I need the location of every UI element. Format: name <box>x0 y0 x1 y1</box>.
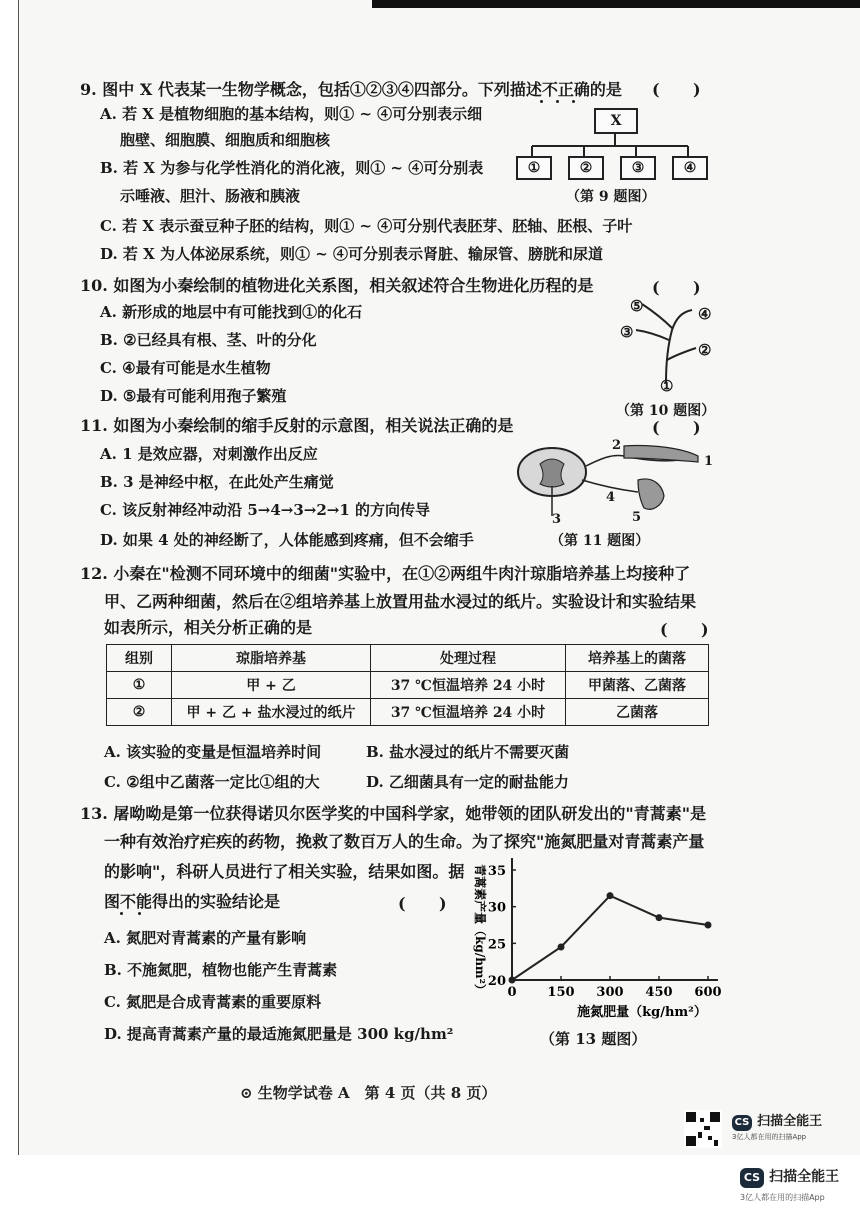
page-footer: ⊙ 生物学试卷 A 第 4 页（共 8 页） <box>240 1084 497 1102</box>
q10-option-b: B. ②已经具有根、茎、叶的分化 <box>100 331 317 349</box>
q13-option-a: A. 氮肥对青蒿素的产量有影响 <box>104 929 307 947</box>
chart-data-point <box>656 914 663 921</box>
q10-stem: 10. 如图为小秦绘制的植物进化关系图，相关叙述符合生物进化历程的是 <box>80 276 594 295</box>
q13-stem-line2: 一种有效治疗疟疾的药物，挽救了数百万人的生命。为了探究"施氮肥量对青蒿素产量 <box>104 832 705 851</box>
q13-stem-line3: 的影响"，科研人员进行了相关实验，结果如图。据 <box>104 862 465 881</box>
q11-label-1: 1 <box>704 454 714 469</box>
table-row <box>107 699 709 726</box>
scan-edge-shadow <box>372 0 860 8</box>
q11-option-a: A. 1 是效应器，对刺激作出反应 <box>100 445 318 463</box>
q13-stem-line4: 图不能得出的实验结论是 <box>104 892 281 911</box>
chart-data-point <box>607 892 614 899</box>
table-cell: 甲 + 乙 <box>172 672 371 699</box>
q10-answer-paren: ( ) <box>652 278 701 297</box>
table-header-cell: 培养基上的菌落 <box>566 645 709 672</box>
table-cell: ① <box>107 672 172 699</box>
chart-y-axis-label: 青蒿素产量（kg/hm²） <box>473 864 487 996</box>
chart-data-point <box>558 944 565 951</box>
q10-label-1: ① <box>660 377 674 395</box>
table-cell: 37 ℃恒温培养 24 小时 <box>371 699 566 726</box>
q9-option-b-cont: 示唾液、胆汁、肠液和胰液 <box>120 187 301 205</box>
q9-diagram-part-2: ② <box>568 156 604 180</box>
q11-option-c: C. 该反射神经冲动沿 5→4→3→2→1 的方向传导 <box>100 501 431 519</box>
q13-line-chart <box>462 858 734 1022</box>
table-cell: ② <box>107 699 172 726</box>
table-cell: 甲菌落、乙菌落 <box>566 672 709 699</box>
q12-results-table <box>106 644 709 726</box>
chart-x-axis-label: 施氮肥量（kg/hm²） <box>577 1005 707 1020</box>
table-row <box>107 672 709 699</box>
q10-option-d: D. ⑤最有可能利用孢子繁殖 <box>100 387 287 405</box>
q9-answer-paren: ( ) <box>652 80 701 99</box>
chart-data-point <box>509 977 516 984</box>
q10-caption: （第 10 题图） <box>616 403 716 419</box>
q9-diagram-x-box: X <box>594 108 638 134</box>
q11-option-d: D. 如果 4 处的神经断了，人体能感到疼痛，但不会缩手 <box>100 531 474 549</box>
table-cell: 37 ℃恒温培养 24 小时 <box>371 672 566 699</box>
chart-y-tick-label: 25 <box>487 937 506 953</box>
q9-diagram-part-3: ③ <box>620 156 656 180</box>
chart-points <box>509 892 712 983</box>
q9-option-a-cont: 胞壁、细胞膜、细胞质和细胞核 <box>120 131 331 149</box>
chart-x-tick-label: 300 <box>596 985 624 1000</box>
camscanner-watermark-outer <box>740 1166 839 1203</box>
q11-label-3: 3 <box>552 512 562 527</box>
camscanner-tagline: 3亿人都在用的扫描App <box>732 1133 807 1141</box>
emphasis-dot <box>572 100 575 103</box>
table-header-cell: 组别 <box>107 645 172 672</box>
emphasis-dot <box>120 912 123 915</box>
chart-data-point <box>705 922 712 929</box>
emphasis-dot <box>138 912 141 915</box>
q9-option-b: B. 若 X 为参与化学性消化的消化液，则① ~ ④可分别表 <box>100 159 484 177</box>
q11-label-5: 5 <box>632 510 642 525</box>
q12-stem-line2: 甲、乙两种细菌，然后在②组培养基上放置用盐水浸过的纸片。实验设计和实验结果 <box>104 592 697 611</box>
q9-option-d: D. 若 X 为人体泌尿系统，则① ~ ④可分别表示肾脏、输尿管、膀胱和尿道 <box>100 245 604 263</box>
q11-label-2: 2 <box>612 438 622 453</box>
q9-option-a: A. 若 X 是植物细胞的基本结构，则① ~ ④可分别表示细 <box>100 105 483 123</box>
q11-label-4: 4 <box>606 490 616 505</box>
q9-caption: （第 9 题图） <box>566 189 656 205</box>
table-header-row <box>107 645 709 672</box>
q13-answer-paren: ( ) <box>398 894 447 913</box>
camscanner-logo: CS <box>740 1168 764 1188</box>
q13-caption: （第 13 题图） <box>540 1030 647 1048</box>
emphasis-dot <box>556 100 559 103</box>
table-cell: 甲 + 乙 + 盐水浸过的纸片 <box>172 699 371 726</box>
chart-x-tick-label: 0 <box>507 985 517 1000</box>
q10-label-3: ③ <box>620 323 634 341</box>
q12-stem-line1: 12. 小秦在"检测不同环境中的细菌"实验中，在①②两组牛肉汁琼脂培养基上均接种了 <box>80 564 691 583</box>
q13-option-d: D. 提高青蒿素产量的最适施氮肥量是 300 kg/hm² <box>104 1025 454 1043</box>
q11-caption: （第 11 题图） <box>550 533 650 549</box>
q9-option-c: C. 若 X 表示蚕豆种子胚的结构，则① ~ ④可分别代表胚芽、胚轴、胚根、子叶 <box>100 217 633 235</box>
emphasis-dot <box>540 100 543 103</box>
q12-option-c: C. ②组中乙菌落一定比①组的大 <box>104 773 320 791</box>
q10-option-c: C. ④最有可能是水生植物 <box>100 359 271 377</box>
q9-diagram-part-1: ① <box>516 156 552 180</box>
q13-stem-line1: 13. 屠呦呦是第一位获得诺贝尔医学奖的中国科学家，她带领的团队研发出的"青蒿素"是 <box>80 804 707 823</box>
q13-option-c: C. 氮肥是合成青蒿素的重要原料 <box>104 993 322 1011</box>
camscanner-name: 扫描全能王 <box>769 1169 840 1185</box>
table-cell: 乙菌落 <box>566 699 709 726</box>
q13-option-b: B. 不施氮肥，植物也能产生青蒿素 <box>104 961 338 979</box>
q12-answer-paren: ( ) <box>660 620 709 639</box>
chart-x-tick-label: 450 <box>645 985 673 1000</box>
q10-label-5: ⑤ <box>630 297 644 315</box>
chart-x-tick-label: 150 <box>547 985 575 1000</box>
chart-series-line <box>512 896 708 980</box>
camscanner-tagline: 3亿人都在用的扫描App <box>740 1193 825 1202</box>
q10-label-4: ④ <box>698 305 712 323</box>
q12-stem-line3: 如表所示，相关分析正确的是 <box>104 618 313 637</box>
q11-stem: 11. 如图为小秦绘制的缩手反射的示意图，相关说法正确的是 <box>80 416 514 435</box>
chart-axes <box>512 858 718 980</box>
q12-option-b: B. 盐水浸过的纸片不需要灭菌 <box>366 743 570 761</box>
qr-code-icon <box>684 1110 722 1148</box>
q10-option-a: A. 新形成的地层中有可能找到①的化石 <box>100 303 363 321</box>
q12-option-a: A. 该实验的变量是恒温培养时间 <box>104 743 322 761</box>
q9-diagram-part-4: ④ <box>672 156 708 180</box>
q9-stem: 9. 图中 X 代表某一生物学概念，包括①②③④四部分。下列描述不正确的是 <box>80 80 622 99</box>
camscanner-name: 扫描全能王 <box>757 1114 823 1129</box>
q12-option-d: D. 乙细菌具有一定的耐盐能力 <box>366 773 569 791</box>
table-header-cell: 琼脂培养基 <box>172 645 371 672</box>
camscanner-watermark-inner <box>684 1110 823 1148</box>
chart-y-tick-label: 30 <box>487 900 506 916</box>
chart-y-tick-label: 20 <box>487 974 506 989</box>
camscanner-logo: CS <box>732 1115 752 1131</box>
q11-answer-paren: ( ) <box>652 418 701 437</box>
chart-x-tick-label: 600 <box>694 985 722 1000</box>
q10-label-2: ② <box>698 341 712 359</box>
q11-option-b: B. 3 是神经中枢，在此处产生痛觉 <box>100 473 334 491</box>
table-header-cell: 处理过程 <box>371 645 566 672</box>
chart-y-tick-label: 35 <box>487 864 506 879</box>
